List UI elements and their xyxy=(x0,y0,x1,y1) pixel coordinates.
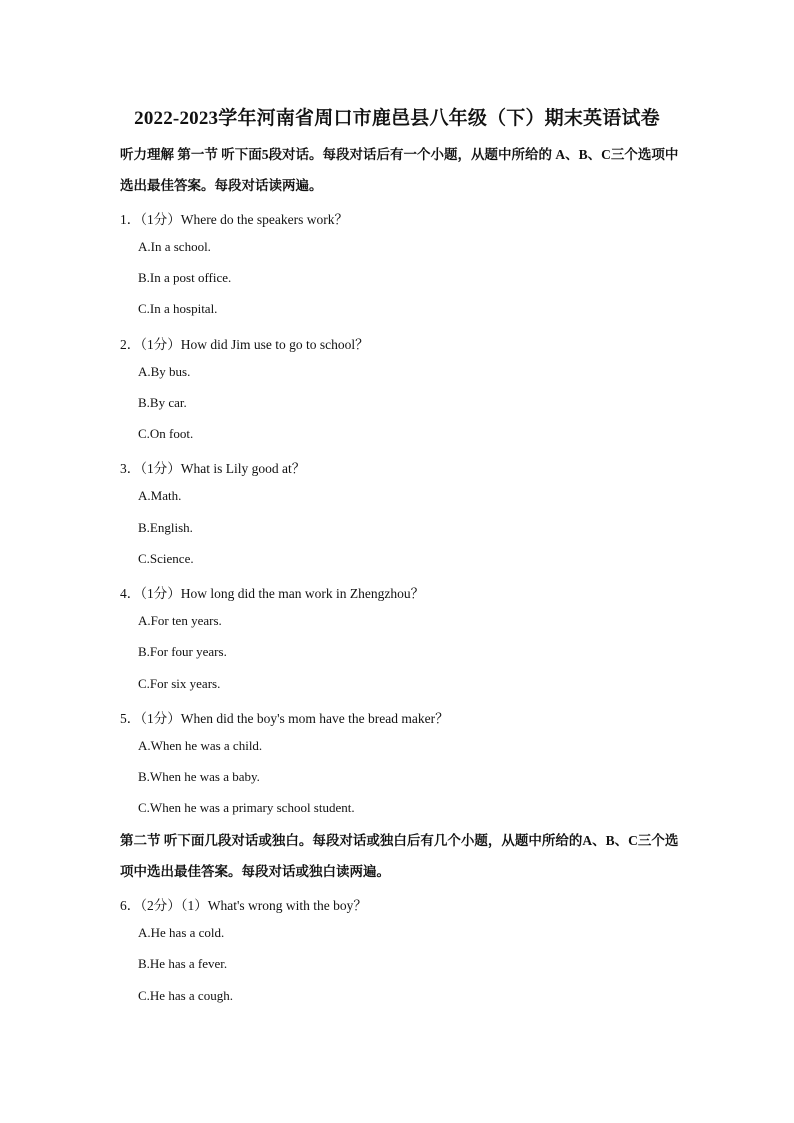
question-5-option-b: B.When he was a baby. xyxy=(138,769,260,784)
question-1-option-b: B.In a post office. xyxy=(138,270,232,285)
question-1-option-c: C.In a hospital. xyxy=(138,301,218,316)
question-5-option-a: A.When he was a child. xyxy=(138,738,263,753)
section-2-instructions: 第二节 听下面几段对话或独白。每段对话或独白后有几个小题，从题中所给的A、B、C三个选项中选出最佳答案。每段对话或独白读两遍。 xyxy=(120,833,679,879)
question-2-option-b: B.By car. xyxy=(138,395,187,410)
question-3-option-b: B.English. xyxy=(138,520,193,535)
question-4-option-c: C.For six years. xyxy=(138,676,221,691)
question-3: 3．（1分）What is Lily good at？ xyxy=(120,461,306,476)
question-4-option-b: B.For four years. xyxy=(138,644,227,659)
exam-title: 2022-2023学年河南省周口市鹿邑县八年级（下）期末英语试卷 xyxy=(134,108,660,129)
section-1-instructions: 听力理解 第一节 听下面5段对话。每段对话后有一个小题，从题中所给的 A、B、C三个选项中选出最佳答案。每段对话读两遍。 xyxy=(120,147,679,193)
question-6-option-a: A.He has a cold. xyxy=(138,925,225,940)
question-6: 6．（2分）（1）What's wrong with the boy？ xyxy=(120,898,367,913)
question-2: 2．（1分）How did Jim use to go to school？ xyxy=(120,337,369,352)
question-6-option-c: C.He has a cough. xyxy=(138,988,233,1003)
question-1-option-a: A.In a school. xyxy=(138,239,211,254)
question-2-option-c: C.On foot. xyxy=(138,426,194,441)
question-5-option-c: C.When he was a primary school student. xyxy=(138,800,355,815)
question-4: 4．（1分）How long did the man work in Zhengzhou？ xyxy=(120,586,425,601)
question-2-option-a: A.By bus. xyxy=(138,364,191,379)
question-1: 1．（1分）Where do the speakers work？ xyxy=(120,212,348,227)
question-6-option-b: B.He has a fever. xyxy=(138,956,228,971)
question-3-option-c: C.Science. xyxy=(138,551,194,566)
question-4-option-a: A.For ten years. xyxy=(138,613,222,628)
question-3-option-a: A.Math. xyxy=(138,488,182,503)
question-5: 5．（1分）When did the boy's mom have the bread maker？ xyxy=(120,711,449,726)
